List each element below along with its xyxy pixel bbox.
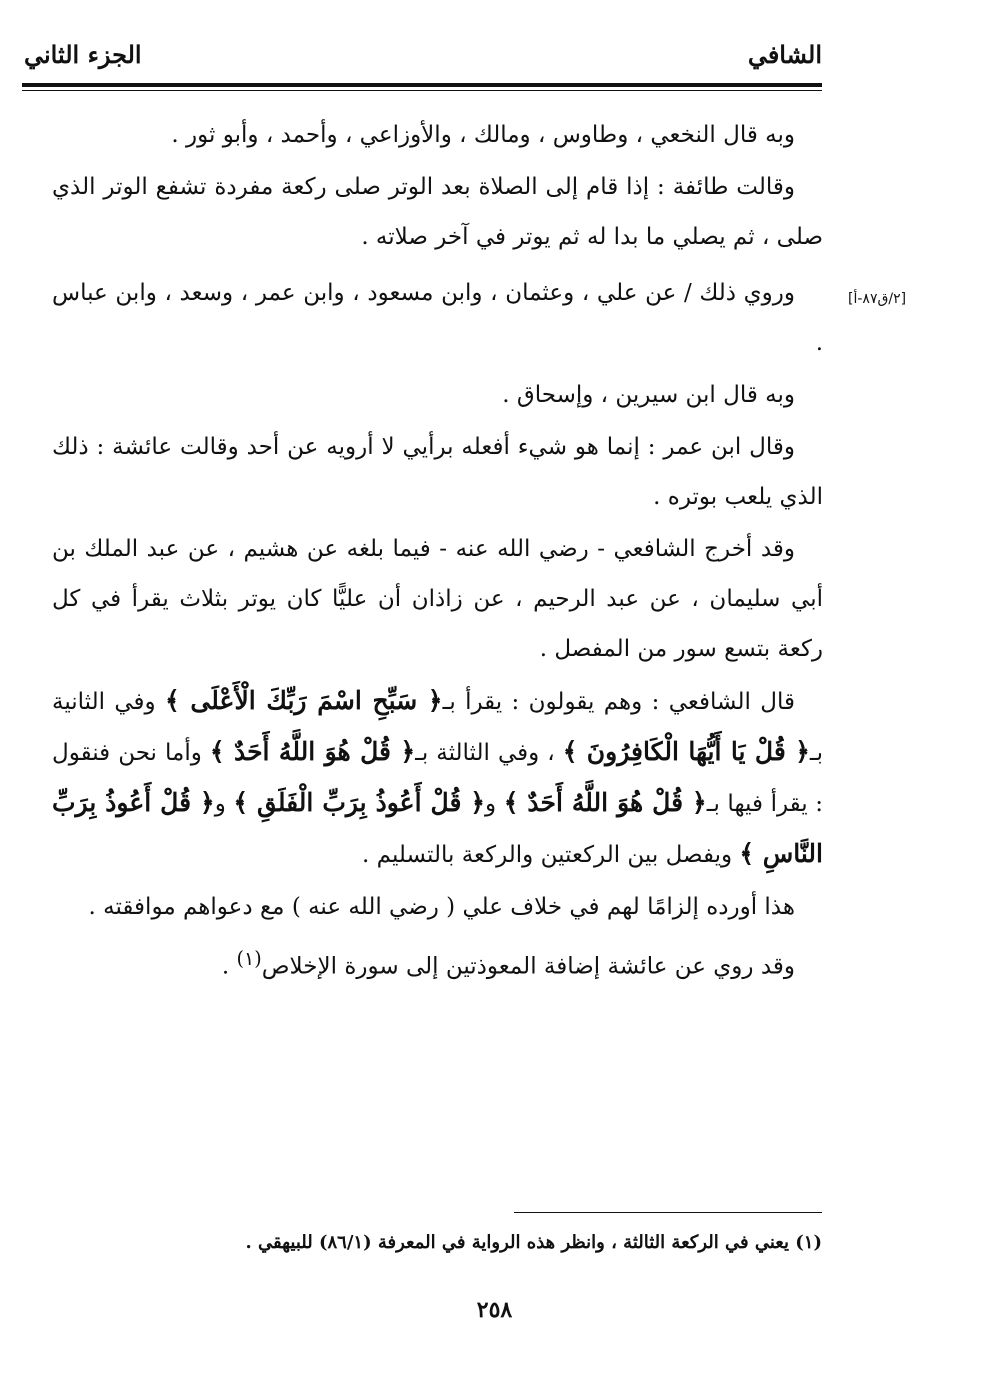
text-run: قال الشافعي : وهم يقولون : يقرأ بـ xyxy=(442,689,795,715)
quran-verse: ﴿ قُلْ أَعُوذُ بِرَبِّ النَّاسِ ﴾ xyxy=(52,788,823,868)
page-number: ٢٥٨ xyxy=(476,1297,513,1323)
manuscript-folio-note: [٢/ق٨٧-أ] xyxy=(848,291,907,307)
text-run: وفي الثانية بـ xyxy=(52,689,823,766)
footnote-separator xyxy=(514,1212,822,1213)
header-rule-thick xyxy=(22,83,822,87)
text-run: و xyxy=(214,791,234,817)
text-run: ، وفي الثالثة بـ xyxy=(415,740,563,766)
main-text xyxy=(52,110,823,994)
paragraph: وقد أخرج الشافعي - رضي الله عنه - فيما بلغه عن هشيم ، عن عبد الملك بن أبي سليمان ، عن عبد الرحيم ، عن زاذان أن عليًّا كان يوتر بثلاث يقرأ في كل ركعة بتسع سور من المفصل . xyxy=(52,536,823,662)
paragraph: وقال ابن عمر : إنما هو شيء أفعله برأيي لا أرويه عن أحد وقالت عائشة : ذلك الذي يلعب بوتره . xyxy=(52,434,823,510)
paragraph: وقالت طائفة : إذا قام إلى الصلاة بعد الوتر صلى ركعة مفردة تشفع الوتر الذي صلى ، ثم يصلي ما بدا له ثم يوتر في آخر صلاته . xyxy=(52,174,823,250)
footnote: (١) يعني في الركعة الثالثة ، وانظر هذه الرواية في المعرفة (٨٦/١) للبيهقي . xyxy=(245,1232,822,1253)
quran-verse: ﴿ قُلْ أَعُوذُ بِرَبِّ الْفَلَقِ ﴾ xyxy=(233,788,486,817)
header-rule-thin xyxy=(22,90,822,91)
quran-paragraph xyxy=(52,676,823,880)
paragraph: وبه قال النخعي ، وطاوس ، ومالك ، والأوزاعي ، وأحمد ، وأبو ثور . xyxy=(171,122,795,148)
footnote-reference: (١) xyxy=(236,947,262,970)
text-run: وقد روي عن عائشة إضافة المعوذتين إلى سورة الإخلاص xyxy=(261,953,795,980)
quran-verse: ﴿ قُلْ هُوَ اللَّهُ أَحَدٌ ﴾ xyxy=(503,788,707,817)
paragraph: وروي ذلك / عن علي ، وعثمان ، وابن مسعود ، وابن عمر ، وسعد ، وابن عباس . xyxy=(52,280,823,356)
text-run: ويفصل بين الركعتين والركعة بالتسليم . xyxy=(362,842,740,868)
text-run: . xyxy=(221,953,237,980)
running-title-book: الشافي xyxy=(747,40,822,69)
text-run: وأما نحن فنقول : يقرأ فيها بـ xyxy=(52,740,824,817)
quran-verse: ﴿ قُلْ هُوَ اللَّهُ أَحَدٌ ﴾ xyxy=(209,737,416,766)
quran-verse: ﴿ سَبِّحِ اسْمَ رَبِّكَ الْأَعْلَى ﴾ xyxy=(165,686,443,715)
paragraph: وبه قال ابن سيرين ، وإسحاق . xyxy=(502,382,795,408)
text-run: و xyxy=(485,791,504,817)
paragraph-with-footnote-ref xyxy=(52,934,823,992)
quran-verse: ﴿ قُلْ يَا أَيُّهَا الْكَافِرُونَ ﴾ xyxy=(562,737,810,766)
running-title-volume: الجزء الثاني xyxy=(24,40,142,69)
paragraph: هذا أورده إلزامًا لهم في خلاف علي ( رضي الله عنه ) مع دعواهم موافقته . xyxy=(88,894,795,920)
